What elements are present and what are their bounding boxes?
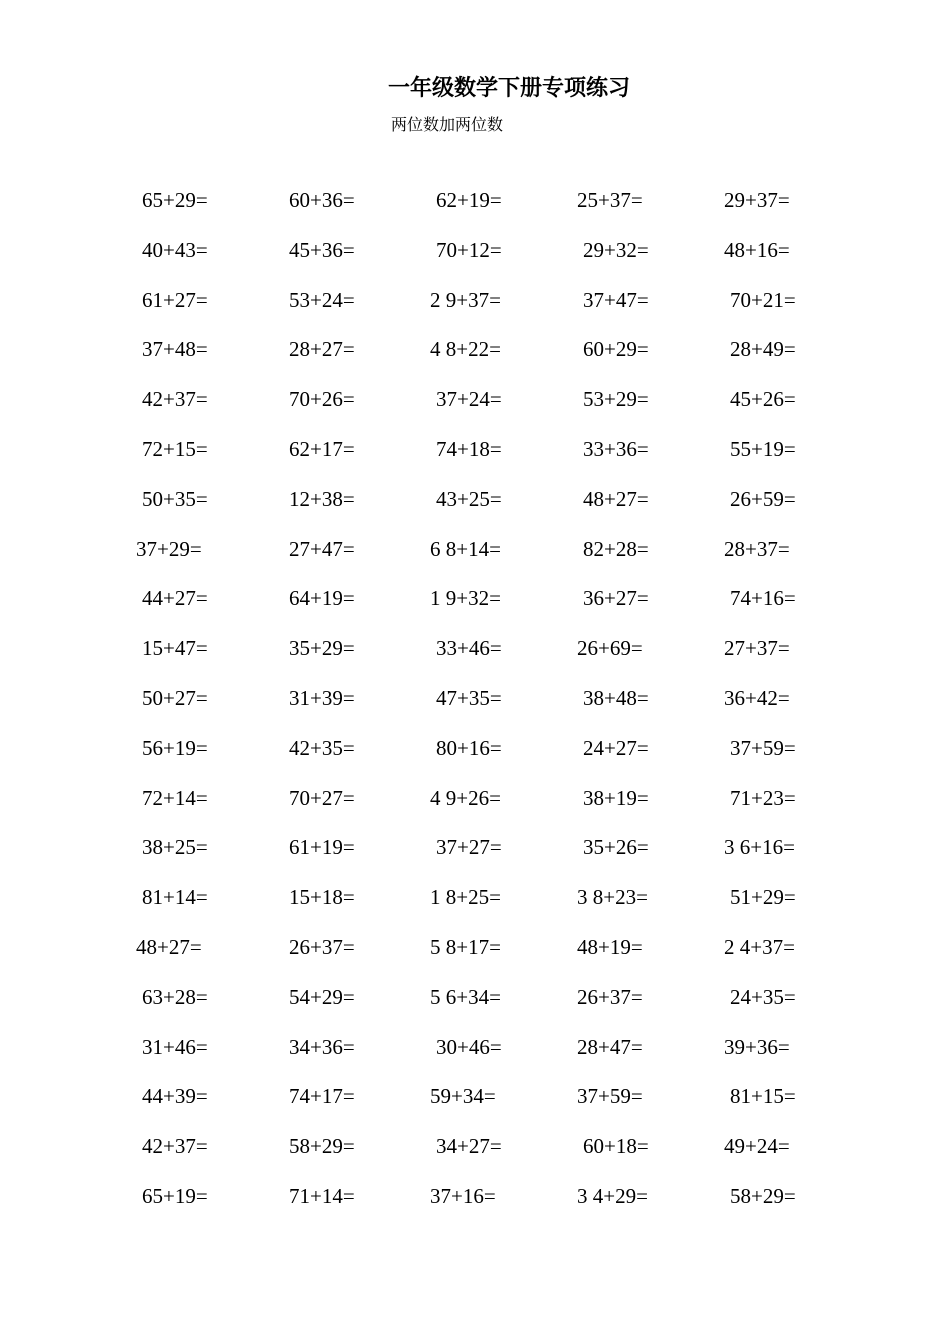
addition-problem: 4 8+22= bbox=[430, 337, 501, 362]
addition-problem: 58+29= bbox=[289, 1134, 355, 1159]
problem-row bbox=[0, 634, 950, 684]
addition-problem: 74+16= bbox=[730, 586, 796, 611]
addition-problem: 4 9+26= bbox=[430, 785, 501, 810]
addition-problem: 39+36= bbox=[724, 1034, 790, 1059]
addition-problem: 3 8+23= bbox=[577, 885, 648, 910]
addition-problem: 45+36= bbox=[289, 237, 355, 262]
addition-problem: 43+25= bbox=[436, 486, 502, 511]
problem-row bbox=[0, 535, 950, 585]
addition-problem: 59+34= bbox=[430, 1084, 496, 1109]
addition-problem: 42+35= bbox=[289, 735, 355, 760]
problem-row bbox=[0, 485, 950, 535]
addition-problem: 81+14= bbox=[142, 885, 208, 910]
addition-problem: 60+18= bbox=[583, 1134, 649, 1159]
addition-problem: 82+28= bbox=[583, 536, 649, 561]
addition-problem: 27+47= bbox=[289, 536, 355, 561]
addition-problem: 28+27= bbox=[289, 337, 355, 362]
problem-row bbox=[0, 1082, 950, 1132]
addition-problem: 63+28= bbox=[142, 984, 208, 1009]
problem-row bbox=[0, 186, 950, 236]
addition-problem: 5 6+34= bbox=[430, 984, 501, 1009]
problem-row bbox=[0, 584, 950, 634]
addition-problem: 1 9+32= bbox=[430, 586, 501, 611]
addition-problem: 33+46= bbox=[436, 636, 502, 661]
addition-problem: 25+37= bbox=[577, 188, 643, 212]
addition-problem: 26+37= bbox=[289, 934, 355, 959]
addition-problem: 60+36= bbox=[289, 188, 355, 212]
problem-row bbox=[0, 286, 950, 336]
problem-row bbox=[0, 236, 950, 286]
addition-problem: 70+12= bbox=[436, 237, 502, 262]
addition-problem: 44+27= bbox=[142, 586, 208, 611]
addition-problem: 37+24= bbox=[436, 387, 502, 412]
addition-problem: 37+48= bbox=[142, 337, 208, 362]
addition-problem: 37+29= bbox=[136, 536, 202, 561]
addition-problem: 72+14= bbox=[142, 785, 208, 810]
addition-problem: 48+19= bbox=[577, 934, 643, 959]
addition-problem: 34+36= bbox=[289, 1034, 355, 1059]
addition-problem: 26+69= bbox=[577, 636, 643, 661]
addition-problem: 26+37= bbox=[577, 984, 643, 1009]
addition-problem: 50+35= bbox=[142, 486, 208, 511]
addition-problem: 37+47= bbox=[583, 287, 649, 312]
addition-problem: 62+19= bbox=[436, 188, 502, 212]
addition-problem: 44+39= bbox=[142, 1084, 208, 1109]
addition-problem: 12+38= bbox=[289, 486, 355, 511]
addition-problem: 53+29= bbox=[583, 387, 649, 412]
addition-problem: 38+19= bbox=[583, 785, 649, 810]
addition-problem: 53+24= bbox=[289, 287, 355, 312]
problem-row bbox=[0, 883, 950, 933]
addition-problem: 35+29= bbox=[289, 636, 355, 661]
addition-problem: 42+37= bbox=[142, 387, 208, 412]
addition-problem: 38+48= bbox=[583, 685, 649, 710]
addition-problem: 30+46= bbox=[436, 1034, 502, 1059]
problem-row bbox=[0, 435, 950, 485]
addition-problem: 61+19= bbox=[289, 835, 355, 860]
addition-problem: 55+19= bbox=[730, 436, 796, 461]
addition-problem: 15+18= bbox=[289, 885, 355, 910]
addition-problem: 70+27= bbox=[289, 785, 355, 810]
problem-row bbox=[0, 335, 950, 385]
addition-problem: 6 8+14= bbox=[430, 536, 501, 561]
page-subtitle: 两位数加两位数 bbox=[391, 115, 504, 134]
addition-problem: 48+27= bbox=[136, 934, 202, 959]
problem-grid bbox=[0, 186, 950, 1232]
problem-row bbox=[0, 983, 950, 1033]
addition-problem: 29+37= bbox=[724, 188, 790, 212]
addition-problem: 49+24= bbox=[724, 1134, 790, 1159]
problem-row bbox=[0, 1033, 950, 1083]
addition-problem: 1 8+25= bbox=[430, 885, 501, 910]
addition-problem: 54+29= bbox=[289, 984, 355, 1009]
addition-problem: 28+49= bbox=[730, 337, 796, 362]
addition-problem: 27+37= bbox=[724, 636, 790, 661]
addition-problem: 31+46= bbox=[142, 1034, 208, 1059]
addition-problem: 61+27= bbox=[142, 287, 208, 312]
addition-problem: 26+59= bbox=[730, 486, 796, 511]
addition-problem: 35+26= bbox=[583, 835, 649, 860]
addition-problem: 60+29= bbox=[583, 337, 649, 362]
addition-problem: 37+16= bbox=[430, 1183, 496, 1208]
addition-problem: 70+26= bbox=[289, 387, 355, 412]
addition-problem: 37+59= bbox=[577, 1084, 643, 1109]
addition-problem: 42+37= bbox=[142, 1134, 208, 1159]
addition-problem: 28+37= bbox=[724, 536, 790, 561]
addition-problem: 56+19= bbox=[142, 735, 208, 760]
problem-row bbox=[0, 684, 950, 734]
problem-row bbox=[0, 1132, 950, 1182]
problem-row bbox=[0, 1182, 950, 1232]
addition-problem: 37+27= bbox=[436, 835, 502, 860]
problem-row bbox=[0, 385, 950, 435]
addition-problem: 2 4+37= bbox=[724, 934, 795, 959]
addition-problem: 29+32= bbox=[583, 237, 649, 262]
addition-problem: 34+27= bbox=[436, 1134, 502, 1159]
page-title: 一年级数学下册专项练习 bbox=[387, 76, 630, 101]
addition-problem: 48+16= bbox=[724, 237, 790, 262]
addition-problem: 51+29= bbox=[730, 885, 796, 910]
addition-problem: 3 4+29= bbox=[577, 1183, 648, 1208]
addition-problem: 24+35= bbox=[730, 984, 796, 1009]
problem-row bbox=[0, 734, 950, 784]
addition-problem: 3 6+16= bbox=[724, 835, 795, 860]
addition-problem: 80+16= bbox=[436, 735, 502, 760]
addition-problem: 33+36= bbox=[583, 436, 649, 461]
addition-problem: 50+27= bbox=[142, 685, 208, 710]
addition-problem: 36+27= bbox=[583, 586, 649, 611]
addition-problem: 71+14= bbox=[289, 1183, 355, 1208]
addition-problem: 72+15= bbox=[142, 436, 208, 461]
addition-problem: 15+47= bbox=[142, 636, 208, 661]
addition-problem: 37+59= bbox=[730, 735, 796, 760]
addition-problem: 65+29= bbox=[142, 188, 208, 212]
addition-problem: 48+27= bbox=[583, 486, 649, 511]
addition-problem: 65+19= bbox=[142, 1183, 208, 1208]
problem-row bbox=[0, 784, 950, 834]
addition-problem: 64+19= bbox=[289, 586, 355, 611]
addition-problem: 31+39= bbox=[289, 685, 355, 710]
addition-problem: 28+47= bbox=[577, 1034, 643, 1059]
addition-problem: 71+23= bbox=[730, 785, 796, 810]
addition-problem: 74+18= bbox=[436, 436, 502, 461]
addition-problem: 36+42= bbox=[724, 685, 790, 710]
problem-row bbox=[0, 933, 950, 983]
addition-problem: 58+29= bbox=[730, 1183, 796, 1208]
addition-problem: 47+35= bbox=[436, 685, 502, 710]
addition-problem: 81+15= bbox=[730, 1084, 796, 1109]
addition-problem: 24+27= bbox=[583, 735, 649, 760]
addition-problem: 40+43= bbox=[142, 237, 208, 262]
addition-problem: 70+21= bbox=[730, 287, 796, 312]
problem-row bbox=[0, 833, 950, 883]
addition-problem: 38+25= bbox=[142, 835, 208, 860]
addition-problem: 62+17= bbox=[289, 436, 355, 461]
addition-problem: 2 9+37= bbox=[430, 287, 501, 312]
addition-problem: 45+26= bbox=[730, 387, 796, 412]
addition-problem: 5 8+17= bbox=[430, 934, 501, 959]
addition-problem: 74+17= bbox=[289, 1084, 355, 1109]
